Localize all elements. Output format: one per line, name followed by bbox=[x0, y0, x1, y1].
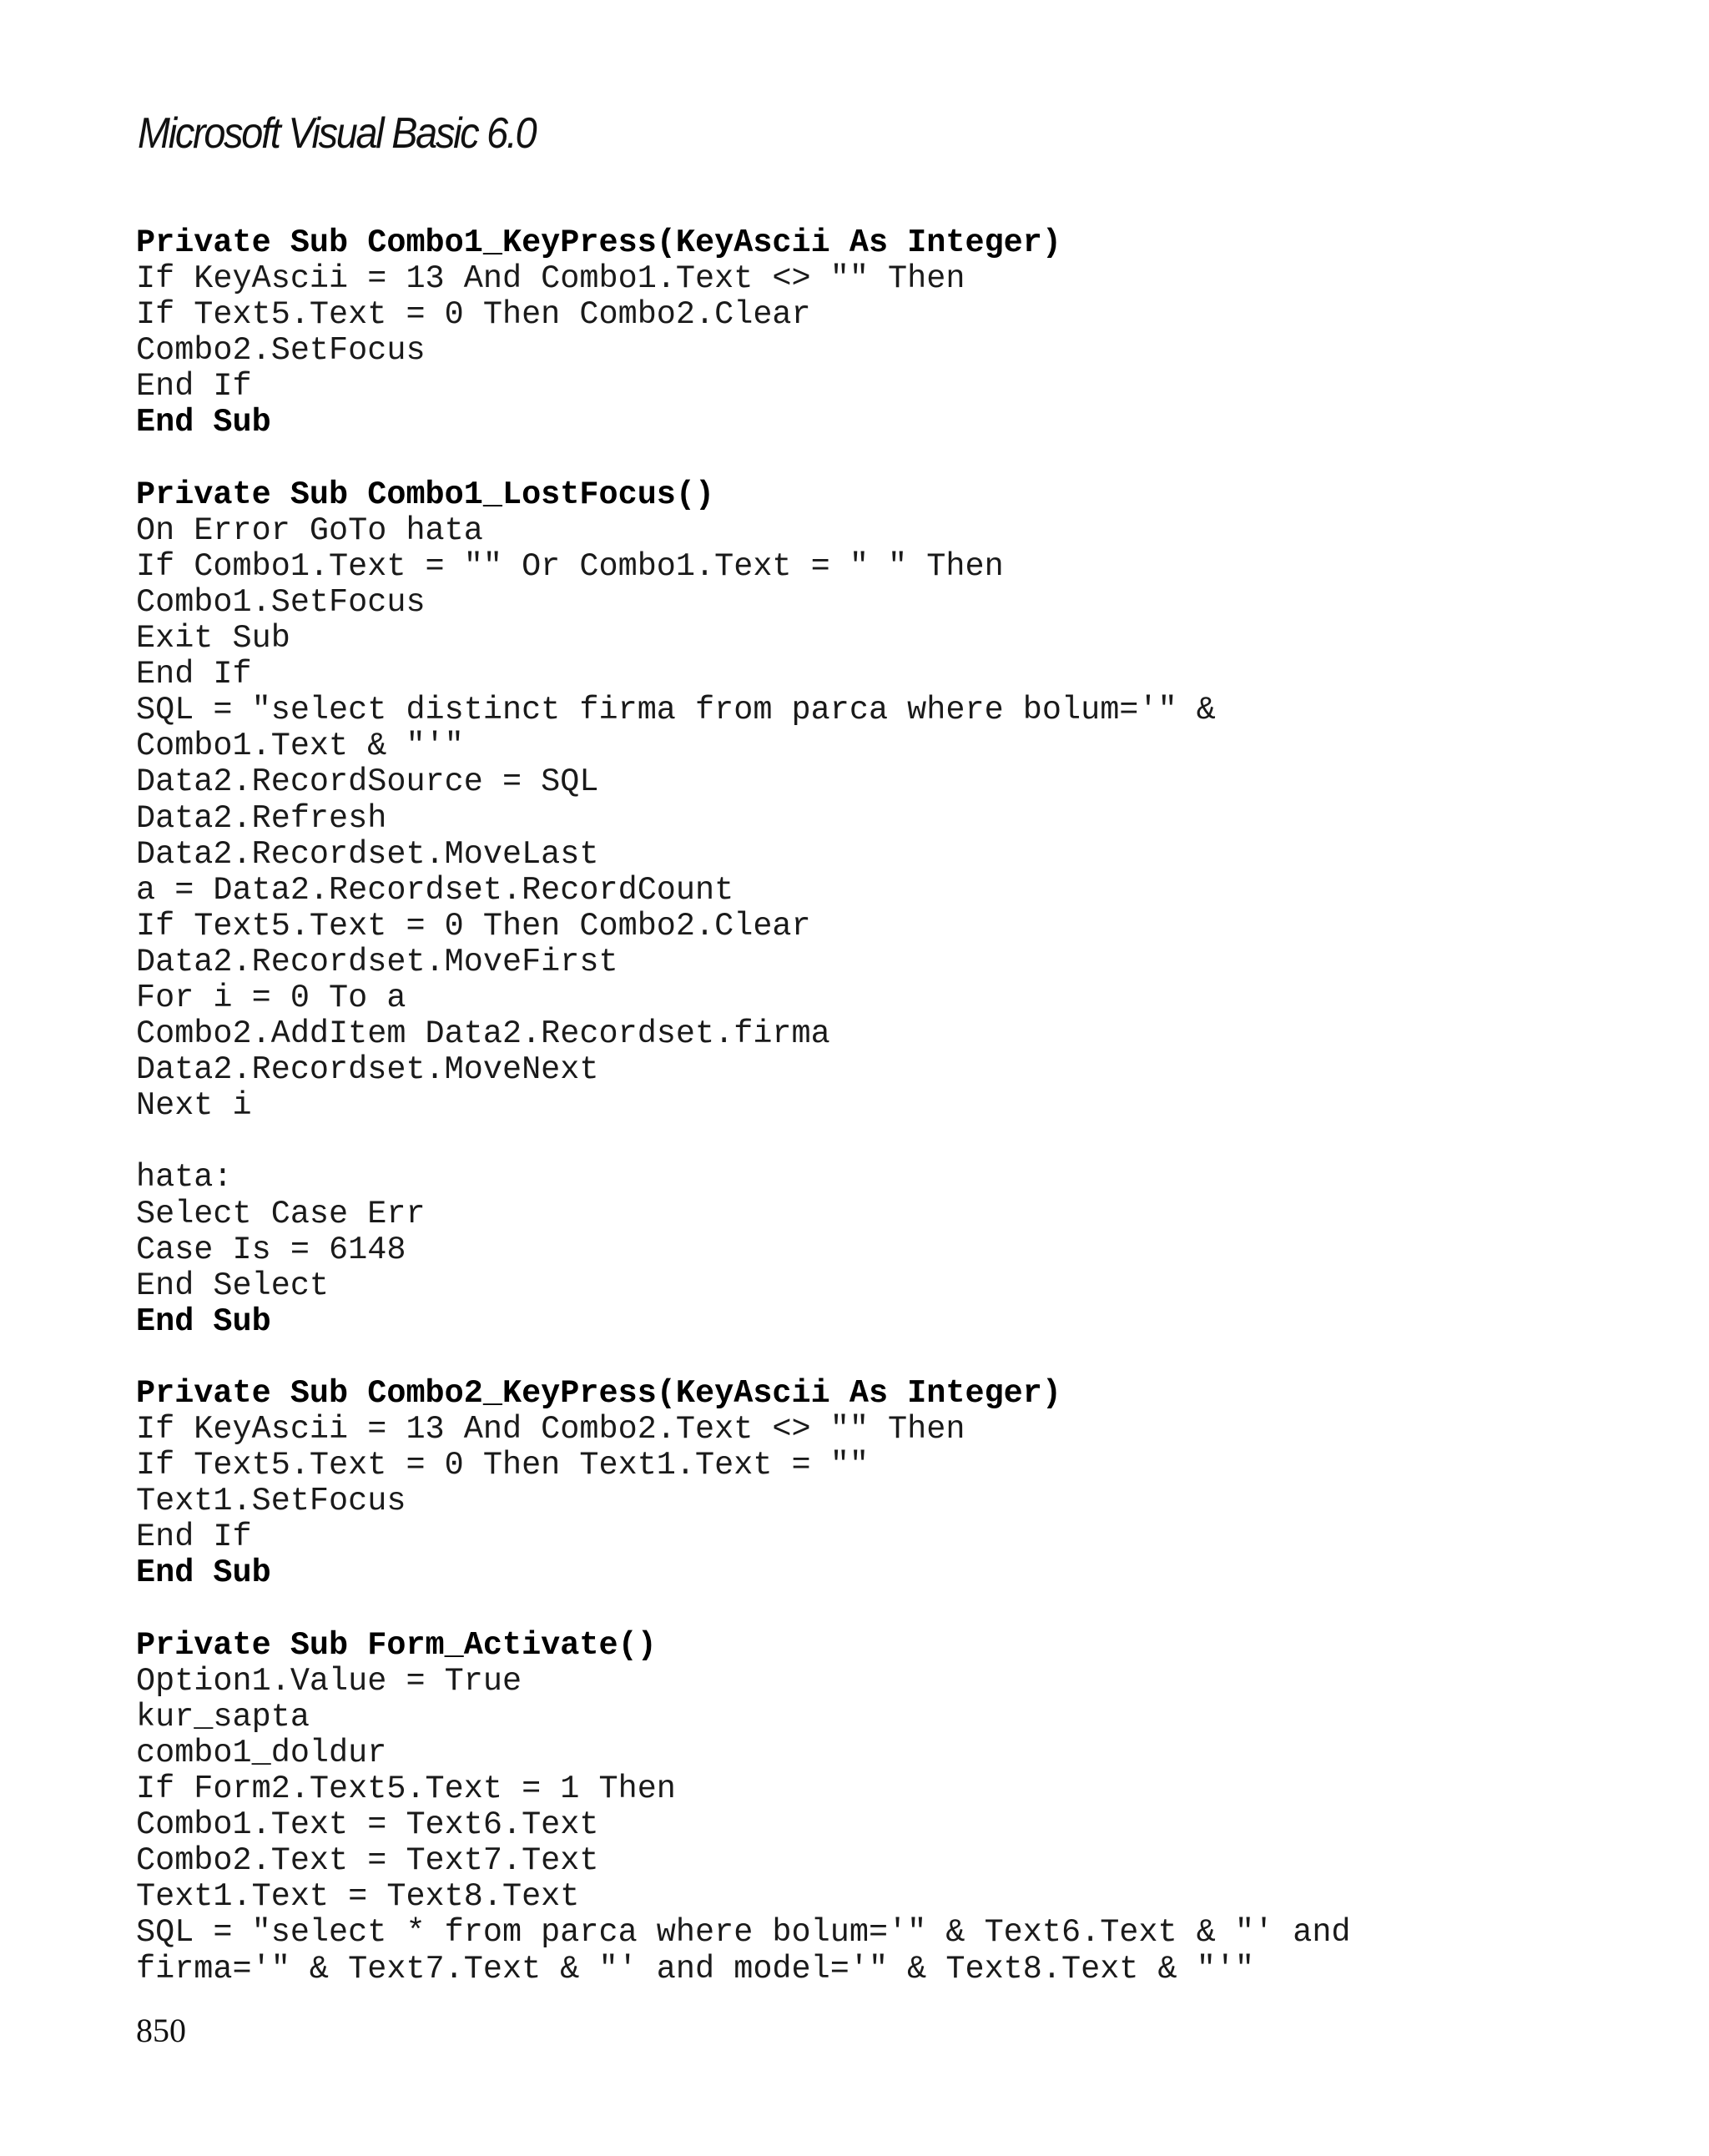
code-line: SQL = "select * from parca where bolum='" & Text6.Text & "' and bbox=[136, 1914, 1351, 1952]
code-line-declaration: End Sub bbox=[136, 1554, 271, 1592]
code-line bbox=[136, 1592, 1351, 1628]
code-line bbox=[136, 1124, 1351, 1160]
code-line: Case Is = 6148 bbox=[136, 1231, 406, 1268]
page-header-title: Microsoft Visual Basic 6.0 bbox=[138, 109, 536, 158]
code-line: End If bbox=[136, 656, 252, 693]
code-line: Data2.Recordset.MoveLast bbox=[136, 835, 599, 873]
code-line: If Text5.Text = 0 Then Combo2.Clear bbox=[136, 296, 811, 334]
code-line: Combo1.Text = Text6.Text bbox=[136, 1806, 599, 1844]
code-line bbox=[136, 441, 1351, 477]
code-line-declaration: Private Sub Combo2_KeyPress(KeyAscii As Integer) bbox=[136, 1375, 1061, 1412]
code-line: kur_sapta bbox=[136, 1698, 310, 1735]
code-line: firma='" & Text7.Text & "' and model='" & Text8.Text & "'" bbox=[136, 1950, 1255, 1987]
code-line: End If bbox=[136, 1519, 252, 1556]
code-line-declaration: Private Sub Combo1_LostFocus() bbox=[136, 476, 715, 513]
code-listing bbox=[136, 225, 1351, 1987]
code-line: End Select bbox=[136, 1267, 330, 1304]
code-line: Data2.Recordset.MoveNext bbox=[136, 1051, 599, 1089]
code-line bbox=[136, 1340, 1351, 1376]
code-line: If Text5.Text = 0 Then Text1.Text = "" bbox=[136, 1447, 869, 1484]
code-line: Data2.RecordSource = SQL bbox=[136, 763, 599, 801]
code-line: Text1.SetFocus bbox=[136, 1483, 406, 1520]
code-line: SQL = "select distinct firma from parca where bolum='" & bbox=[136, 692, 1216, 729]
code-line: Option1.Value = True bbox=[136, 1662, 522, 1700]
code-line: hata: bbox=[136, 1159, 233, 1196]
code-line: End If bbox=[136, 368, 252, 406]
page-number: 850 bbox=[136, 2012, 186, 2049]
code-line: Exit Sub bbox=[136, 620, 290, 657]
code-line: Combo2.Text = Text7.Text bbox=[136, 1842, 599, 1880]
code-line: combo1_doldur bbox=[136, 1734, 387, 1771]
code-line: If Form2.Text5.Text = 1 Then bbox=[136, 1771, 676, 1808]
code-line: Combo2.AddItem Data2.Recordset.firma bbox=[136, 1015, 830, 1053]
code-line: a = Data2.Recordset.RecordCount bbox=[136, 871, 734, 909]
code-line: Text1.Text = Text8.Text bbox=[136, 1878, 580, 1916]
code-line-declaration: Private Sub Combo1_KeyPress(KeyAscii As Integer) bbox=[136, 224, 1061, 261]
code-line: Select Case Err bbox=[136, 1195, 426, 1232]
code-line-declaration: Private Sub Form_Activate() bbox=[136, 1626, 657, 1664]
code-line: Next i bbox=[136, 1087, 252, 1125]
code-line: If Combo1.Text = "" Or Combo1.Text = " " Then bbox=[136, 547, 1004, 585]
code-line: On Error GoTo hata bbox=[136, 511, 483, 549]
code-line-declaration: End Sub bbox=[136, 1302, 271, 1340]
code-line: Data2.Refresh bbox=[136, 799, 387, 837]
code-line-declaration: End Sub bbox=[136, 404, 271, 441]
code-line: If KeyAscii = 13 And Combo2.Text <> "" Then bbox=[136, 1411, 965, 1448]
code-line: If Text5.Text = 0 Then Combo2.Clear bbox=[136, 907, 811, 945]
code-line: Combo1.Text & "'" bbox=[136, 728, 464, 765]
code-line: Data2.Recordset.MoveFirst bbox=[136, 943, 618, 980]
code-line: For i = 0 To a bbox=[136, 979, 406, 1016]
code-line: Combo2.SetFocus bbox=[136, 332, 426, 370]
code-line: Combo1.SetFocus bbox=[136, 583, 426, 621]
code-line: If KeyAscii = 13 And Combo1.Text <> "" Then bbox=[136, 260, 965, 298]
